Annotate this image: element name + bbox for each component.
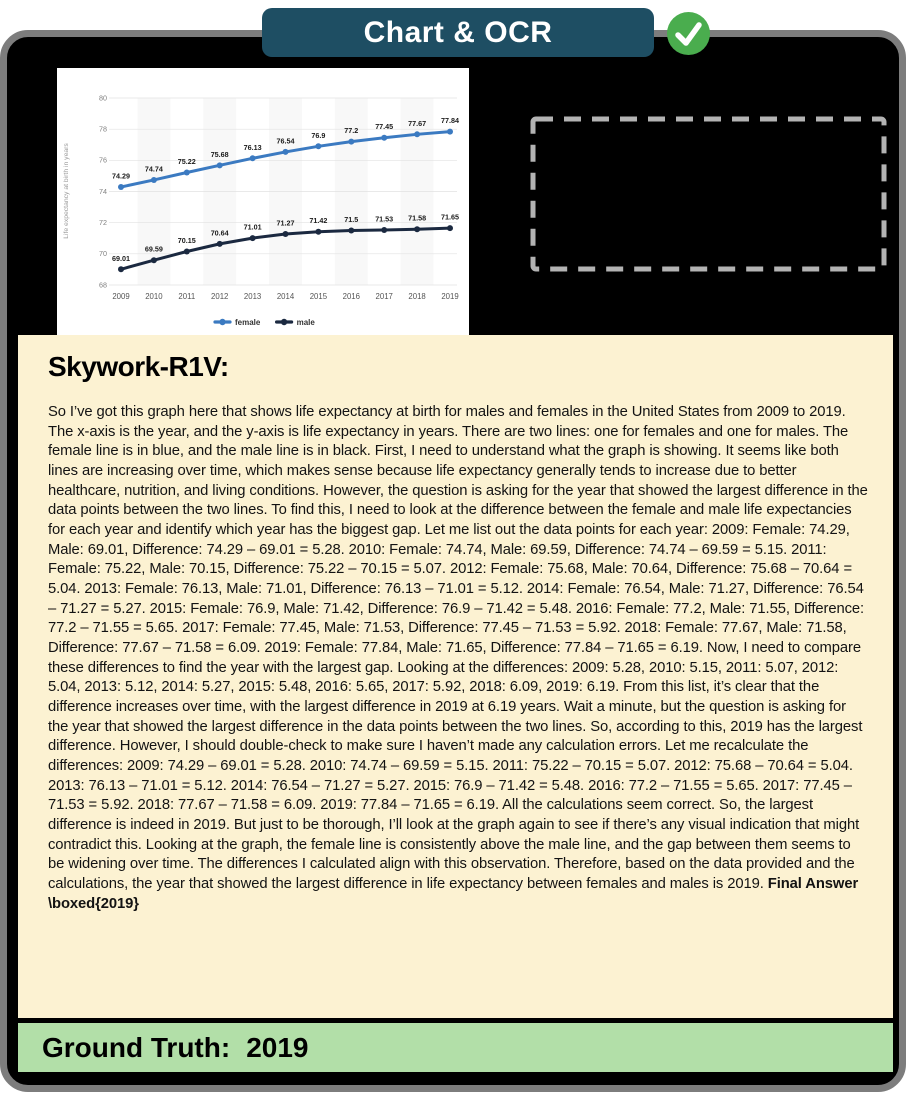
svg-text:77.67: 77.67 — [408, 118, 427, 128]
correct-check-badge — [667, 12, 710, 55]
svg-text:70.64: 70.64 — [210, 228, 229, 238]
svg-text:71.5: 71.5 — [344, 214, 359, 224]
svg-text:76.54: 76.54 — [276, 136, 295, 146]
model-name-heading: Skywork-R1V: — [48, 351, 229, 382]
svg-text:2012: 2012 — [211, 292, 229, 301]
svg-text:2018: 2018 — [408, 292, 426, 301]
model-reasoning-text — [48, 403, 869, 914]
svg-text:2013: 2013 — [243, 292, 262, 301]
svg-text:2010: 2010 — [145, 292, 163, 301]
line-chart — [57, 68, 469, 335]
svg-text:68: 68 — [99, 280, 107, 290]
question-placeholder-box — [530, 116, 887, 272]
svg-text:74.74: 74.74 — [144, 164, 163, 174]
svg-text:71.65: 71.65 — [441, 212, 459, 222]
svg-text:female: female — [235, 317, 261, 327]
task-category-label: Chart & OCR — [363, 15, 553, 49]
svg-text:2011: 2011 — [178, 292, 196, 301]
svg-text:male: male — [296, 317, 315, 327]
svg-text:2016: 2016 — [342, 292, 360, 301]
svg-text:2014: 2014 — [276, 292, 295, 301]
ground-truth-value: 2019 — [246, 1031, 309, 1063]
svg-text:76.9: 76.9 — [311, 130, 326, 140]
svg-text:78: 78 — [99, 124, 107, 134]
svg-text:69.01: 69.01 — [112, 253, 130, 263]
ground-truth-bar — [18, 1023, 893, 1072]
reasoning-body: So I’ve got this graph here that shows life expectancy at birth for males and females in the United States from 2009 to 2019. The x-axis is the year, and the y-axis is life expectancy in years. There are two lines: one for females and one for males. The female line is in blue, and the male line is in black. First, I need to understand what the graph is showing. It seems like both lines are increasing over time, which makes sense because life expectancy generally tends to increase due to better healthcare, nutrition, and living conditions. However, the question is asking for the year that showed the largest difference in the data points between the two lines. To find this, I need to look at the difference between the female and male life expectancies for each year and identify which year has the biggest gap. Let me list out the data points for each year: 2009: Female: 74.29, Male: 69.01, Difference: 74.29 – 69.01 = 5.28. 2010: Female: 74.74, Male: 69.59, Difference: 74.74 – 69.59 = 5.15. 2011: Female: 75.22, Male: 70.15, Difference: 75.22 – 70.15 = 5.07. 2012: Female: 75.68, Male: 70.64, Difference: 75.68 – 70.64 = 5.04. 2013: Female: 76.13, Male: 71.01, Difference: 76.13 – 71.01 = 5.12. 2014: Female: 76.54, Male: 71.27, Difference: 76.54 – 71.27 = 5.27. 2015: Female: 76.9, Male: 71.42, Difference: 76.9 – 71.42 = 5.48. 2016: Female: 77.2, Male: 71.55, Difference: 77.2 – 71.55 = 5.65. 2017: Female: 77.45, Male: 71.53, Difference: 77.45 – 71.53 = 5.92. 2018: Female: 77.67, Male: 71.58, Difference: 77.67 – 71.58 = 6.09. 2019: Female: 77.84, Male: 71.65, Difference: 77.84 – 71.65 = 6.19. Now, I need to compare these differences to find the year with the largest gap. Looking at the differences: 2009: 5.28, 2010: 5.15, 2011: 5.07, 2012: 5.04, 2013: 5.12, 2014: 5.27, 2015: 5.48, 2016: 5.65, 2017: 5.92, 2018: 6.09, 2019: 6.19. From this list, it’s clear that the difference increases over time, with the largest difference in 2019 at 6.19 years. Wait a minute, but the question is asking for the year that showed the largest difference in the data points between the two lines. So, according to this, 2019 has the largest difference. However, I should double-check to make sure I haven’t made any calculation errors. Let me recalculate the differences: 2009: 74.29 – 69.01 = 5.28. 2010: 74.74 – 69.59 = 5.15. 2011: 75.22 – 70.15 = 5.07. 2012: 75.68 – 70.64 = 5.04. 2013: 76.13 – 71.01 = 5.12. 2014: 76.54 – 71.27 = 5.27. 2015: 76.9 – 71.42 = 5.48. 2016: 77.2 – 71.55 = 5.65. 2017: 77.45 – 71.53 = 5.92. 2018: 77.67 – 71.58 = 6.09. 2019: 77.84 – 71.65 = 6.19. All the calculations seem correct. So, the largest difference is indeed in 2019. But just to be thorough, I’ll look at the graph again to see if there’s any visual indication that might contradict this. Looking at the graph, the female line is consistently above the male line, and the gap between them seems to be widening over time. The differences I calculated align with this observation. Therefore, based on the data provided and the calculations, the year that showed the largest difference in life expectancy between females and males is 2019. — [48, 404, 868, 893]
svg-text:71.53: 71.53 — [375, 214, 394, 224]
svg-text:74: 74 — [99, 186, 107, 196]
svg-text:71.42: 71.42 — [309, 216, 328, 226]
svg-text:71.58: 71.58 — [408, 213, 427, 223]
life-expectancy-chart-card — [57, 68, 469, 335]
svg-text:75.68: 75.68 — [210, 149, 229, 159]
svg-text:69.59: 69.59 — [144, 244, 163, 254]
svg-text:80: 80 — [99, 93, 107, 103]
svg-text:2015: 2015 — [309, 292, 328, 301]
task-category-tab — [262, 8, 654, 57]
ground-truth-label: Ground Truth: — [42, 1031, 231, 1063]
svg-text:76: 76 — [99, 155, 107, 165]
svg-text:76.13: 76.13 — [243, 142, 262, 152]
svg-text:Life expectancy at birth in ye: Life expectancy at birth in years — [63, 143, 70, 239]
svg-text:77.84: 77.84 — [441, 116, 459, 126]
svg-text:71.27: 71.27 — [276, 218, 295, 228]
svg-text:72: 72 — [99, 218, 107, 228]
svg-text:71.01: 71.01 — [243, 222, 262, 232]
svg-text:77.2: 77.2 — [344, 126, 359, 136]
svg-text:74.29: 74.29 — [112, 171, 130, 181]
check-icon — [667, 12, 710, 55]
final-answer-text: Final Answer \boxed{2019} — [48, 876, 859, 912]
svg-text:77.45: 77.45 — [375, 122, 394, 132]
svg-text:75.22: 75.22 — [177, 156, 196, 166]
svg-text:2019: 2019 — [441, 292, 459, 301]
svg-text:70.15: 70.15 — [177, 235, 196, 245]
svg-text:2009: 2009 — [112, 292, 130, 301]
svg-text:2017: 2017 — [375, 292, 393, 301]
model-answer-panel — [18, 335, 893, 1018]
svg-text:70: 70 — [99, 249, 107, 259]
